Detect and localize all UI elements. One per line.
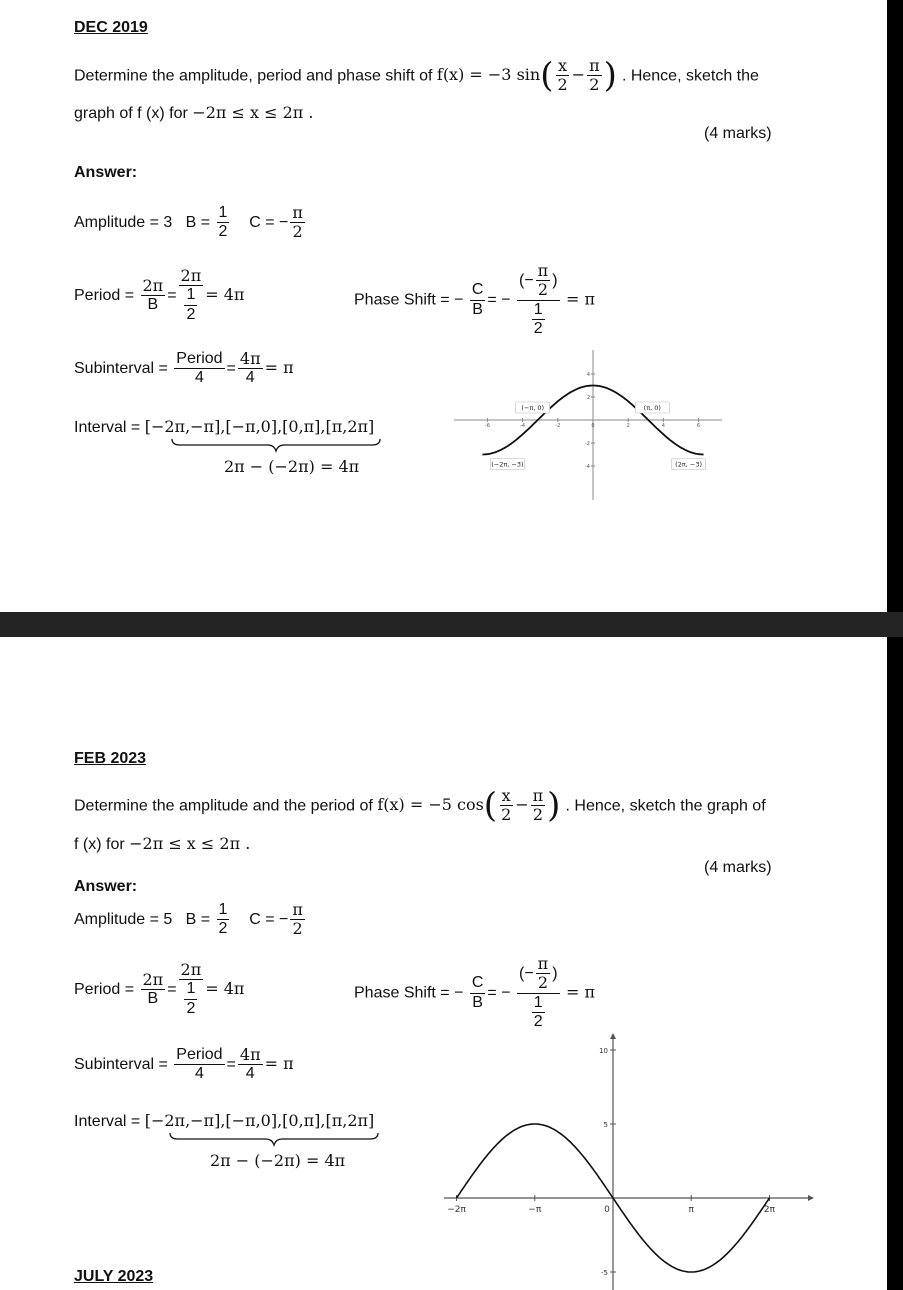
phase-big-fraction bbox=[517, 262, 560, 339]
amplitude-value: Amplitude = 3 bbox=[74, 214, 173, 232]
half-fraction bbox=[532, 301, 545, 339]
frac-den: 2 bbox=[218, 223, 228, 241]
sub-fraction-1 bbox=[174, 350, 224, 388]
frac-num: π bbox=[532, 786, 544, 805]
phase-shift-line: Phase Shift = − $\frac{C}{B}$ = − (− $\frac{\pi}{2}$ ) $\frac{1}{2}$ = π bbox=[354, 261, 595, 338]
question-line-1 bbox=[74, 787, 766, 825]
frac-num: Period bbox=[174, 1046, 224, 1065]
pi-fraction bbox=[536, 262, 551, 300]
b-label: B = bbox=[185, 911, 211, 929]
function-name: f(x) = −3 sin bbox=[436, 65, 541, 85]
interval-length: 2π − (−2π) = 4π bbox=[224, 457, 360, 476]
frac-den: 2 bbox=[557, 75, 568, 95]
frac-num: C bbox=[470, 974, 486, 993]
frac-den: 2 bbox=[186, 999, 196, 1017]
y-tick-label: -4 bbox=[585, 464, 590, 470]
question-text-after: . Hence, sketch the bbox=[621, 67, 759, 85]
frac-den bbox=[528, 301, 549, 339]
frac-num: π bbox=[537, 954, 549, 973]
frac-num: 1 bbox=[217, 204, 230, 223]
frac-num: π bbox=[537, 261, 549, 280]
y-tick-label: 10 bbox=[599, 1047, 608, 1055]
phase-top-close: ) bbox=[552, 272, 558, 290]
interval-line bbox=[74, 1111, 374, 1132]
period-result: = 4π bbox=[205, 284, 245, 304]
x-tick-label: −π bbox=[528, 1205, 542, 1215]
paren-open: ( bbox=[483, 785, 498, 826]
frac-num: 1 bbox=[184, 286, 197, 305]
y-tick-label: -2 bbox=[585, 441, 590, 447]
x-tick-label: 0 bbox=[604, 1205, 610, 1215]
c-label: C = − bbox=[249, 911, 289, 929]
frac-num bbox=[517, 955, 560, 994]
frac-den: 2 bbox=[532, 805, 543, 825]
sub-label: Subinterval = bbox=[74, 1056, 168, 1074]
x-tick-label: -6 bbox=[484, 423, 490, 429]
period-label: Period = bbox=[74, 980, 135, 998]
phase-c-fraction bbox=[470, 281, 486, 319]
question-text-after: . Hence, sketch the graph of bbox=[565, 797, 766, 815]
question-line-1 bbox=[74, 57, 759, 95]
frac-den: 2 bbox=[218, 920, 228, 938]
y-tick-label: 2 bbox=[586, 395, 590, 401]
frac-num: 2π bbox=[180, 960, 202, 979]
period-line: Period = $\frac{2\pi}{B}$ = $\frac{2\pi}{\frac{1}{2}}$ = 4π bbox=[74, 960, 245, 1017]
x-tick-label: −2π bbox=[447, 1205, 466, 1215]
x-tick-label: -4 bbox=[520, 423, 526, 429]
function-name: f(x) = −5 cos bbox=[377, 795, 484, 815]
frac-den: 4 bbox=[194, 369, 204, 387]
c-label: C = − bbox=[249, 214, 289, 232]
frac-num: x bbox=[558, 56, 568, 75]
frac-den: 2 bbox=[292, 222, 303, 242]
point-label: (−2π, −3) bbox=[491, 460, 524, 469]
phase-big-fraction bbox=[517, 955, 560, 1032]
function-expr: f(x) = −3 sin( $\frac{x}{2}$ − $\frac{\pi}{2}$ ) bbox=[436, 55, 617, 96]
point-label: (π, 0) bbox=[643, 404, 661, 412]
phase-label: Phase Shift = − bbox=[354, 984, 464, 1002]
x-tick-label: 4 bbox=[661, 423, 665, 429]
section-heading: FEB 2023 bbox=[74, 750, 147, 767]
phase-shift-line: Phase Shift = − $\frac{C}{B}$ = − (− $\frac{\pi}{2}$ ) $\frac{1}{2}$ = π bbox=[354, 954, 595, 1031]
y-tick-label: -5 bbox=[601, 1269, 608, 1277]
frac-num: x bbox=[501, 786, 511, 805]
page-separator bbox=[0, 612, 903, 637]
interval-label: Interval = bbox=[74, 419, 141, 436]
section-heading-next: JULY 2023 bbox=[74, 1268, 154, 1285]
point-label: (−π, 0) bbox=[521, 404, 545, 412]
subinterval-line: Subinterval = $\frac{\text{Period}}{4}$ = $\frac{4\pi}{4}$ = π bbox=[74, 349, 294, 387]
domain-expr: −2π ≤ x ≤ 2π . bbox=[129, 834, 251, 853]
frac-num bbox=[517, 262, 560, 301]
fraction-x-2 bbox=[499, 787, 513, 825]
nested-fraction bbox=[184, 980, 197, 1018]
frac-num: Period bbox=[174, 350, 224, 369]
question-text: Determine the amplitude, period and phase shift of bbox=[74, 67, 433, 85]
amplitude-line bbox=[74, 901, 307, 939]
sub-result: = π bbox=[264, 358, 294, 378]
fraction-pi-2 bbox=[587, 57, 602, 95]
pi-fraction bbox=[536, 955, 551, 993]
frac-den: 2 bbox=[292, 919, 303, 939]
page-dec-2019 bbox=[0, 0, 887, 612]
interval-expr: [−2π,−π],[−π,0],[0,π],[π,2π] bbox=[144, 417, 375, 436]
point-label: (2π, −3) bbox=[675, 460, 703, 469]
phase-result: = π bbox=[565, 982, 595, 1002]
fraction-x-2 bbox=[555, 57, 569, 95]
phase-result: = π bbox=[565, 289, 595, 309]
frac-num: C bbox=[470, 281, 486, 300]
sub-result: = π bbox=[264, 1054, 294, 1074]
phase-top-close: ) bbox=[552, 965, 558, 983]
interval-expr: [−2π,−π],[−π,0],[0,π],[π,2π] bbox=[144, 1111, 375, 1130]
y-tick-label: 4 bbox=[586, 372, 590, 378]
c-fraction bbox=[290, 204, 305, 242]
sub-fraction-1 bbox=[174, 1046, 224, 1084]
sub-label: Subinterval = bbox=[74, 360, 168, 378]
period-label: Period = bbox=[74, 286, 135, 304]
frac-den: 2 bbox=[533, 1013, 543, 1031]
frac-den bbox=[528, 994, 549, 1032]
question-line-2 bbox=[74, 834, 250, 855]
frac-num: 1 bbox=[184, 980, 197, 999]
frac-den bbox=[180, 286, 201, 324]
phase-top-open: (− bbox=[519, 965, 534, 983]
marks: (4 marks) bbox=[704, 125, 772, 142]
half-fraction bbox=[532, 994, 545, 1032]
sub-fraction-2 bbox=[238, 1046, 263, 1084]
frac-den: 2 bbox=[589, 75, 600, 95]
frac-num: 1 bbox=[217, 901, 230, 920]
period-fraction-2 bbox=[179, 267, 204, 324]
frac-num: 4π bbox=[239, 349, 261, 368]
sub-fraction-2 bbox=[238, 350, 263, 388]
phase-top-open: (− bbox=[519, 272, 534, 290]
x-tick-label: 2π bbox=[763, 1205, 776, 1215]
b-fraction bbox=[217, 901, 230, 939]
frac-den: 2 bbox=[537, 973, 549, 993]
subinterval-line: Subinterval = $\frac{\text{Period}}{4}$ = $\frac{4\pi}{4}$ = π bbox=[74, 1045, 294, 1083]
b-label: B = bbox=[185, 214, 211, 232]
section-heading: DEC 2019 bbox=[74, 19, 148, 36]
page-feb-2023 bbox=[0, 637, 887, 1290]
frac-num: 1 bbox=[532, 301, 545, 320]
interval-brace bbox=[170, 437, 382, 453]
question-line-2 bbox=[74, 103, 313, 124]
frac-den: B bbox=[472, 993, 483, 1011]
function-expr: f(x) = −5 cos( $\frac{x}{2}$ − $\frac{\pi}{2}$ ) bbox=[377, 785, 561, 826]
frac-den: 2 bbox=[537, 280, 549, 300]
graph-sine bbox=[448, 348, 728, 504]
frac-num: 4π bbox=[239, 1045, 261, 1064]
frac-den: 4 bbox=[245, 1065, 255, 1083]
frac-den: 4 bbox=[245, 369, 255, 387]
frac-den: 2 bbox=[533, 320, 543, 338]
frac-num: 2π bbox=[180, 266, 202, 285]
x-tick-label: -2 bbox=[555, 423, 561, 429]
answer-label: Answer: bbox=[74, 164, 138, 181]
x-tick-label: 0 bbox=[591, 423, 595, 429]
frac-num: π bbox=[589, 56, 600, 75]
y-axis-arrow bbox=[610, 1033, 616, 1039]
frac-num: 2π bbox=[142, 969, 164, 989]
frac-den: 2 bbox=[186, 305, 196, 323]
question-text: graph of f (x) for bbox=[74, 105, 188, 122]
fraction-pi-2 bbox=[531, 787, 546, 825]
x-tick-label: π bbox=[688, 1205, 694, 1215]
frac-den: B bbox=[147, 296, 159, 314]
frac-den: 4 bbox=[194, 1065, 204, 1083]
frac-num: π bbox=[292, 900, 303, 919]
paren-close: ) bbox=[547, 785, 561, 826]
y-tick-label: 5 bbox=[603, 1121, 608, 1129]
phase-c-fraction bbox=[470, 974, 486, 1012]
question-text: Determine the amplitude and the period of bbox=[74, 797, 373, 815]
period-fraction-2 bbox=[179, 961, 204, 1018]
frac-den: B bbox=[147, 990, 159, 1008]
interval-label: Interval = bbox=[74, 1113, 141, 1130]
nested-fraction bbox=[184, 286, 197, 324]
period-result: = 4π bbox=[205, 978, 245, 998]
c-fraction bbox=[290, 901, 305, 939]
b-fraction bbox=[217, 204, 230, 242]
domain-expr: −2π ≤ x ≤ 2π . bbox=[192, 103, 314, 122]
period-fraction-1 bbox=[141, 971, 166, 1009]
period-line: Period = $\frac{2\pi}{B}$ = $\frac{2\pi}{\frac{1}{2}}$ = 4π bbox=[74, 266, 245, 323]
answer-label: Answer: bbox=[74, 878, 138, 895]
frac-num: π bbox=[292, 203, 303, 222]
x-axis-arrow bbox=[808, 1195, 814, 1201]
period-fraction-1 bbox=[141, 277, 166, 315]
graph-cosine bbox=[430, 1033, 815, 1290]
paren-open: ( bbox=[540, 55, 554, 96]
amplitude-value: Amplitude = 5 bbox=[74, 911, 173, 929]
frac-num: 1 bbox=[532, 994, 545, 1013]
question-text: f (x) for bbox=[74, 836, 125, 853]
phase-label: Phase Shift = − bbox=[354, 291, 464, 309]
amplitude-line bbox=[74, 204, 307, 242]
interval-brace bbox=[168, 1131, 380, 1147]
interval-length: 2π − (−2π) = 4π bbox=[210, 1151, 346, 1170]
paren-close: ) bbox=[603, 55, 617, 96]
marks: (4 marks) bbox=[704, 859, 772, 876]
frac-den: 2 bbox=[501, 805, 512, 825]
frac-num: 2π bbox=[142, 275, 164, 295]
x-tick-label: 2 bbox=[626, 423, 630, 429]
frac-den bbox=[180, 980, 201, 1018]
x-tick-label: 6 bbox=[697, 423, 701, 429]
frac-den: B bbox=[472, 300, 483, 318]
interval-line bbox=[74, 417, 374, 438]
